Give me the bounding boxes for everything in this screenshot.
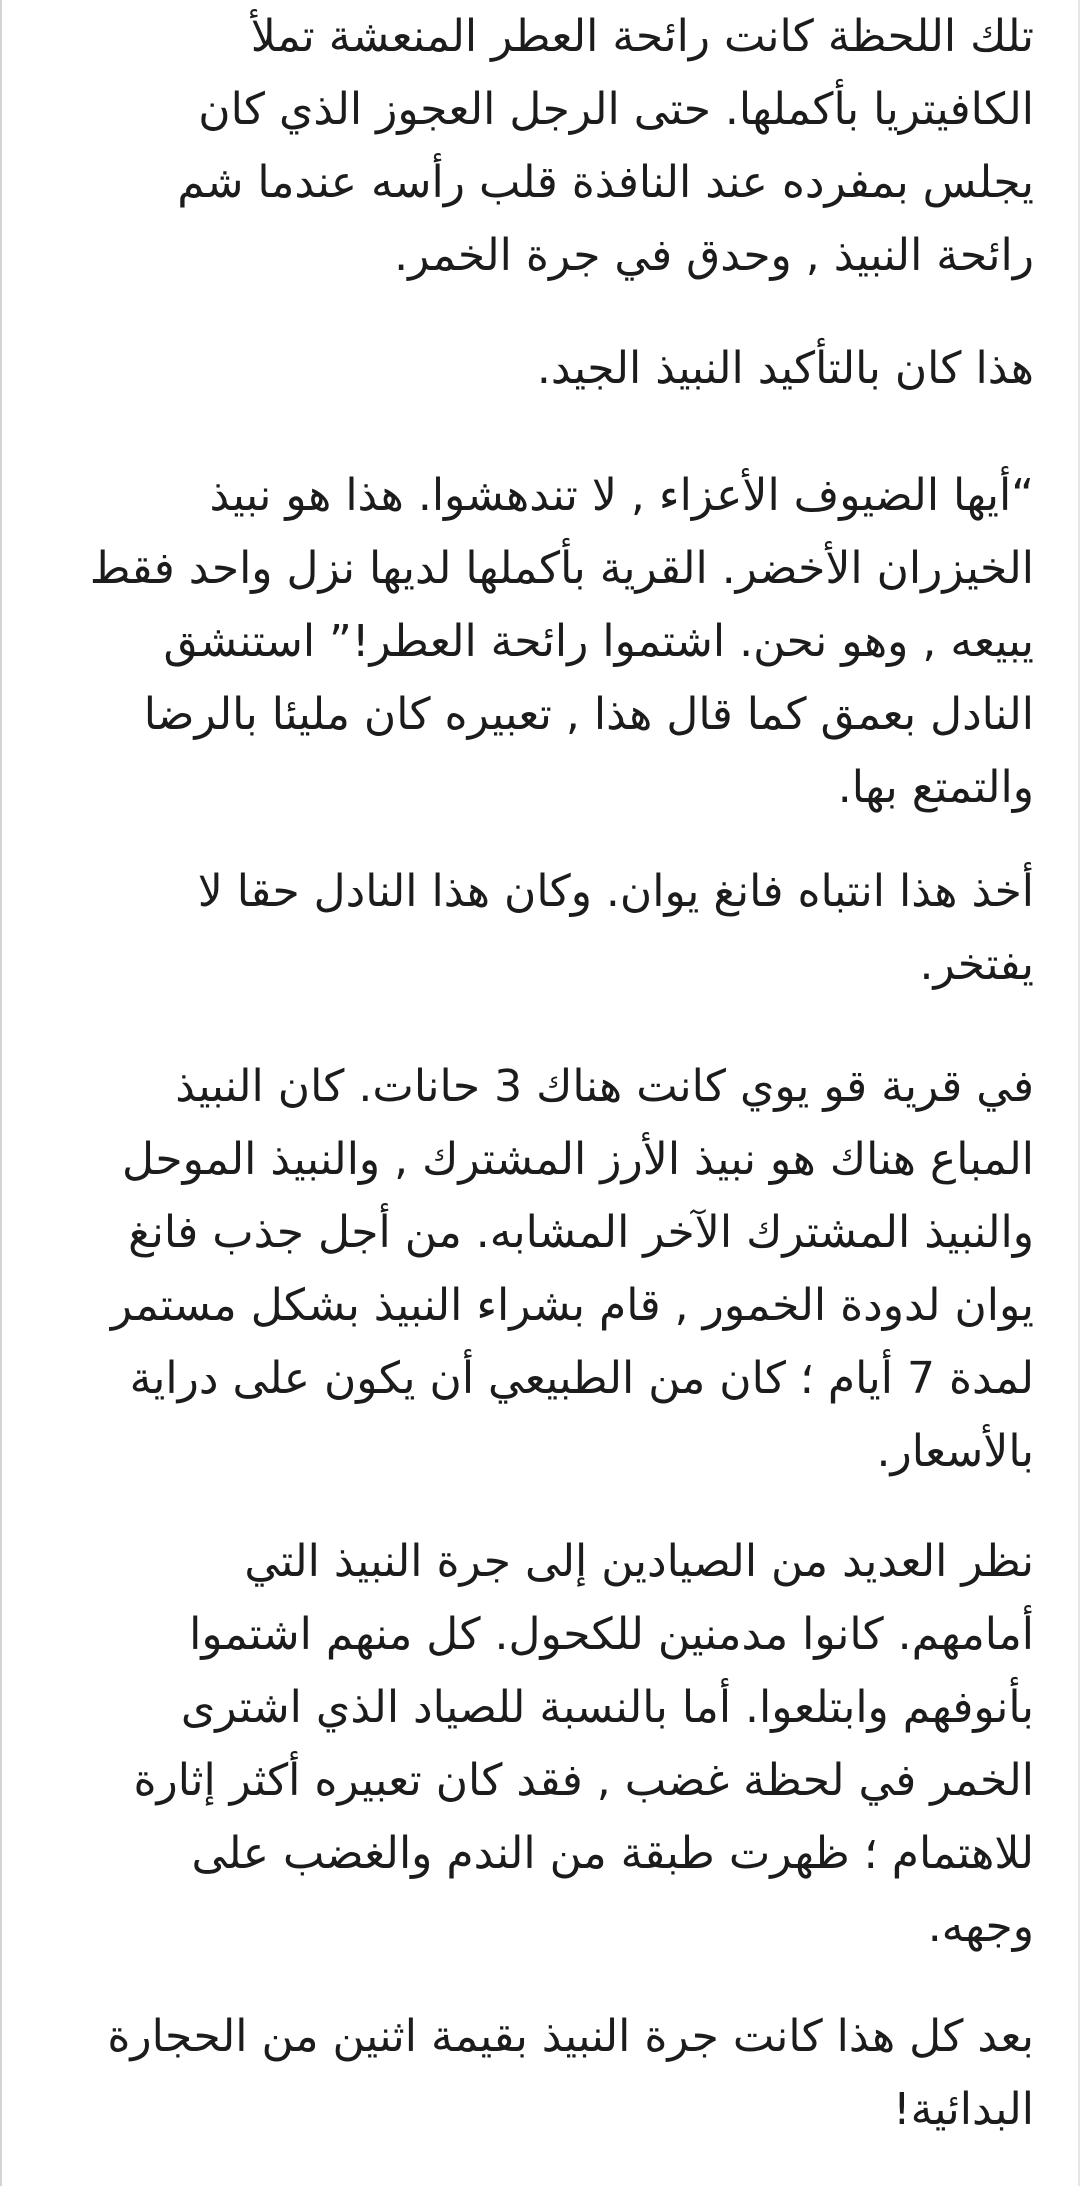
paragraph: “أيها الضيوف الأعزاء , لا تندهشوا. هذا هو نبيذ الخيزران الأخضر. القرية بأكملها لديها نزل واحد فقط يبيعه , وهو نحن. اشتموا رائحة العطر!” استنشق النادل بعمق كما قال هذا , تعبيره كان مليئا بالرضا والتمتع بها. xyxy=(89,470,1034,813)
paragraph: نظر العديد من الصيادين إلى جرة النبيذ التي أمامهم. كانوا مدمنين للكحول. كل منهم اشتموا بأنوفهم وابتلعوا. أما بالنسبة للصياد الذي اشترى الخمر في لحظة غضب , فقد كان تعبيره أكثر إثارة للاهتمام ؛ ظهرت طبقة من الندم والغضب على وجهه. xyxy=(133,1536,1034,1952)
paragraph: أخذ هذا انتباه فانغ يوان. وكان هذا النادل حقا لا يفتخر. xyxy=(197,866,1034,990)
paragraph: تلك اللحظة كانت رائحة العطر المنعشة تملأ الكافيتريا بأكملها. حتى الرجل العجوز الذي كان يجلس بمفرده عند النافذة قلب رأسه عندما شم رائحة النبيذ , وحدق في جرة الخمر. xyxy=(177,11,1034,281)
paragraph: هذا كان بالتأكيد النبيذ الجيد. xyxy=(536,343,1034,394)
paragraph: بعد كل هذا كانت جرة النبيذ بقيمة اثنين من الحجارة البدائية! xyxy=(107,2011,1034,2135)
paragraph: في قرية قو يوي كانت هناك 3 حانات. كان النبيذ المباع هناك هو نبيذ الأرز المشترك , والنبيذ الموحل والنبيذ المشترك الآخر المشابه. من أجل جذب فانغ يوان لدودة الخمور , قام بشراء النبيذ بشكل مستمر لمدة 7 أيام ؛ كان من الطبيعي أن يكون على دراية بالأسعار. xyxy=(110,1061,1034,1477)
